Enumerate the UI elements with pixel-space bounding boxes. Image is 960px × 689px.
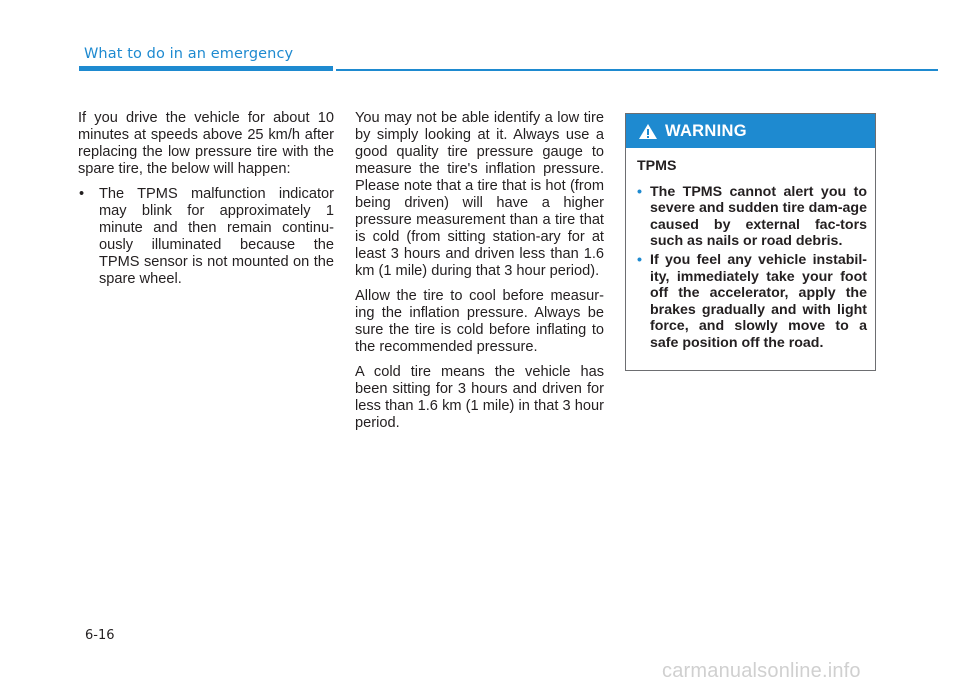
list-item-text: The TPMS malfunction indicator may blink for approximately 1 minute and then remain continu-ously illuminated because the TPMS sensor is not mounted on the spare wheel. (99, 186, 334, 287)
paragraph: You may not be able identify a low tire by simply looking at it. Always use a good quality tire pressure gauge to measure the tire's inflation pressure. Please note that a tire that is hot (from being driven) will have a higher pressure measurement than a tire that is cold (from sitting station-ary for at least 3 hours and driven less than 1.6 km (1 mile) during that 3 hour period). (355, 110, 604, 279)
list-item-text: The TPMS cannot alert you to severe and sudden tire dam-age caused by external fac-tors such as nails or road debris. (650, 183, 867, 250)
warning-body (626, 148, 875, 352)
list-item-text: If you feel any vehicle instabil-ity, immediately take your foot off the accelerator, apply the brakes gradually and with light force, and slowly move to a safe position off the road. (650, 251, 867, 351)
paragraph: A cold tire means the vehicle has been sitting for 3 hours and driven for less than 1.6 km (1 mile) in that 3 hour period. (355, 364, 604, 431)
page-number: 6-16 (85, 628, 115, 643)
bullet-dot-icon: • (637, 251, 642, 268)
header-rule-thin (336, 69, 938, 71)
paragraph: Allow the tire to cool before measur-ing the inflation pressure. Always be sure the tire is cold before inflating to the recommended pressure. (355, 288, 604, 355)
bullet-dot-icon: • (79, 186, 85, 202)
warning-triangle-icon (638, 123, 658, 140)
intro-paragraph: If you drive the vehicle for about 10 minutes at speeds above 25 km/h after replacing the low pressure tire with the spare tire, the below will happen: (78, 110, 334, 177)
list-item (637, 184, 867, 250)
warning-box (625, 113, 876, 371)
section-title: What to do in an emergency (84, 46, 294, 62)
warning-bullet-list (637, 184, 867, 352)
warning-subtitle: TPMS (637, 158, 677, 174)
middle-column (355, 110, 604, 440)
warning-header (626, 114, 875, 148)
left-column (78, 110, 334, 288)
header-rule-thick (79, 66, 333, 71)
list-item (78, 186, 334, 288)
warning-title: WARNING (665, 121, 747, 140)
bullet-dot-icon: • (637, 183, 642, 200)
watermark: carmanualsonline.info (662, 660, 861, 682)
list-item (637, 252, 867, 352)
left-bullet-list (78, 186, 334, 288)
